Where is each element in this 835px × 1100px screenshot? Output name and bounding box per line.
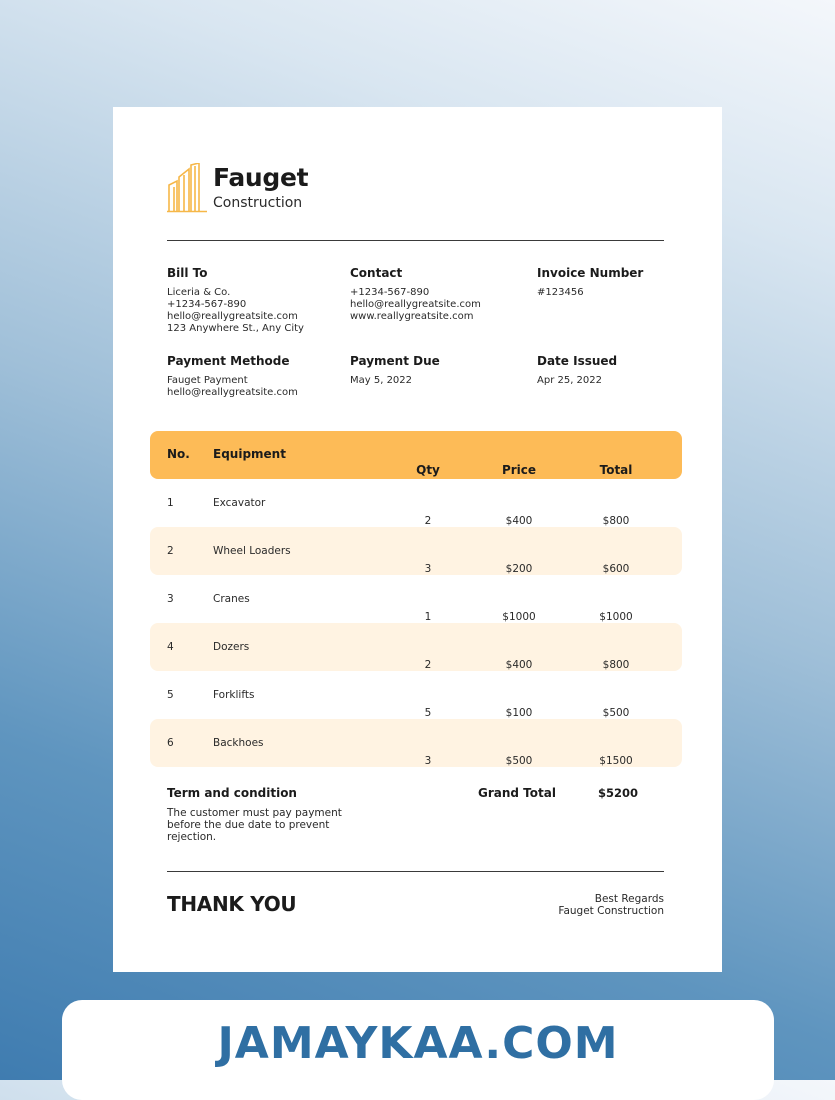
header-no: No.	[167, 447, 190, 461]
payment-due-value: May 5, 2022	[350, 375, 413, 386]
contact-line: hello@reallygreatsite.com	[350, 299, 481, 310]
bill-to-title: Bill To	[167, 266, 208, 280]
bill-to-line: 123 Anywhere St., Any City	[167, 323, 304, 334]
contact-line: +1234-567-890	[350, 287, 430, 298]
row-price: $200	[505, 563, 533, 575]
row-no: 1	[167, 497, 174, 509]
row-total: $800	[602, 659, 630, 671]
payment-method-line: Fauget Payment	[167, 375, 248, 386]
row-equipment: Backhoes	[213, 737, 264, 749]
payment-due-block	[350, 354, 440, 387]
invoice-number-title: Invoice Number	[537, 266, 644, 280]
row-total: $800	[602, 515, 630, 527]
equipment-table	[150, 431, 682, 767]
row-no: 5	[167, 689, 174, 701]
row-qty: 1	[424, 611, 432, 623]
invoice-number-block	[537, 266, 643, 299]
row-price: $400	[505, 515, 533, 527]
row-equipment: Forklifts	[213, 689, 255, 701]
row-total: $600	[602, 563, 630, 575]
table-header	[150, 431, 682, 479]
watermark-text: JAMAYKAA.COM	[217, 1018, 619, 1069]
payment-method-block	[167, 354, 298, 399]
invoice-page	[113, 107, 722, 972]
row-total: $1000	[599, 611, 633, 623]
contact-title: Contact	[350, 266, 403, 280]
row-qty: 2	[424, 659, 432, 671]
row-no: 6	[167, 737, 174, 749]
bill-to-block	[167, 266, 304, 335]
row-equipment: Excavator	[213, 497, 266, 509]
bill-to-line: hello@reallygreatsite.com	[167, 311, 298, 322]
row-price: $400	[505, 659, 533, 671]
regards-line: Best Regards	[594, 893, 664, 905]
date-issued-value: Apr 25, 2022	[537, 375, 603, 386]
terms-title: Term and condition	[167, 786, 297, 800]
terms-text: The customer must pay payment before the due date to prevent rejection.	[167, 807, 342, 843]
row-equipment: Dozers	[213, 641, 250, 653]
row-total: $1500	[599, 755, 633, 767]
company-subtitle: Construction	[213, 195, 303, 211]
payment-method-line: hello@reallygreatsite.com	[167, 387, 298, 398]
date-issued-block	[537, 354, 617, 387]
row-price: $1000	[502, 611, 536, 623]
regards-block	[558, 893, 664, 917]
company-name: Fauget	[213, 163, 309, 192]
row-qty: 3	[424, 755, 432, 767]
table-row	[150, 479, 682, 527]
row-equipment: Wheel Loaders	[213, 545, 291, 557]
payment-due-title: Payment Due	[350, 354, 440, 368]
table-row	[150, 575, 682, 623]
invoice-number-value: #123456	[537, 287, 584, 298]
bill-to-line: Liceria & Co.	[167, 287, 231, 298]
header-divider	[167, 240, 664, 241]
row-price: $500	[505, 755, 533, 767]
row-qty: 2	[424, 515, 432, 527]
header-qty: Qty	[416, 463, 440, 477]
date-issued-title: Date Issued	[537, 354, 618, 368]
grand-total-label: Grand Total	[478, 786, 556, 800]
contact-block	[350, 266, 481, 323]
row-total: $500	[602, 707, 630, 719]
footer-divider	[167, 871, 664, 872]
table-row	[150, 671, 682, 719]
bill-to-line: +1234-567-890	[167, 299, 247, 310]
contact-line: www.reallygreatsite.com	[350, 311, 474, 322]
table-row	[150, 527, 682, 575]
row-no: 3	[167, 593, 174, 605]
building-logo-icon	[167, 163, 207, 213]
row-qty: 3	[424, 563, 432, 575]
regards-line: Fauget Construction	[558, 905, 664, 917]
watermark-banner	[62, 1000, 774, 1100]
row-qty: 5	[424, 707, 432, 719]
header-total: Total	[599, 463, 633, 477]
table-row	[150, 719, 682, 767]
table-row	[150, 623, 682, 671]
header-equipment: Equipment	[213, 447, 286, 461]
grand-total-value: $5200	[598, 786, 639, 800]
row-equipment: Cranes	[213, 593, 250, 605]
payment-method-title: Payment Methode	[167, 354, 290, 368]
header-price: Price	[501, 463, 537, 477]
thank-you-text: THANK YOU	[167, 892, 297, 916]
row-no: 2	[167, 545, 174, 557]
row-price: $100	[505, 707, 533, 719]
row-no: 4	[167, 641, 174, 653]
